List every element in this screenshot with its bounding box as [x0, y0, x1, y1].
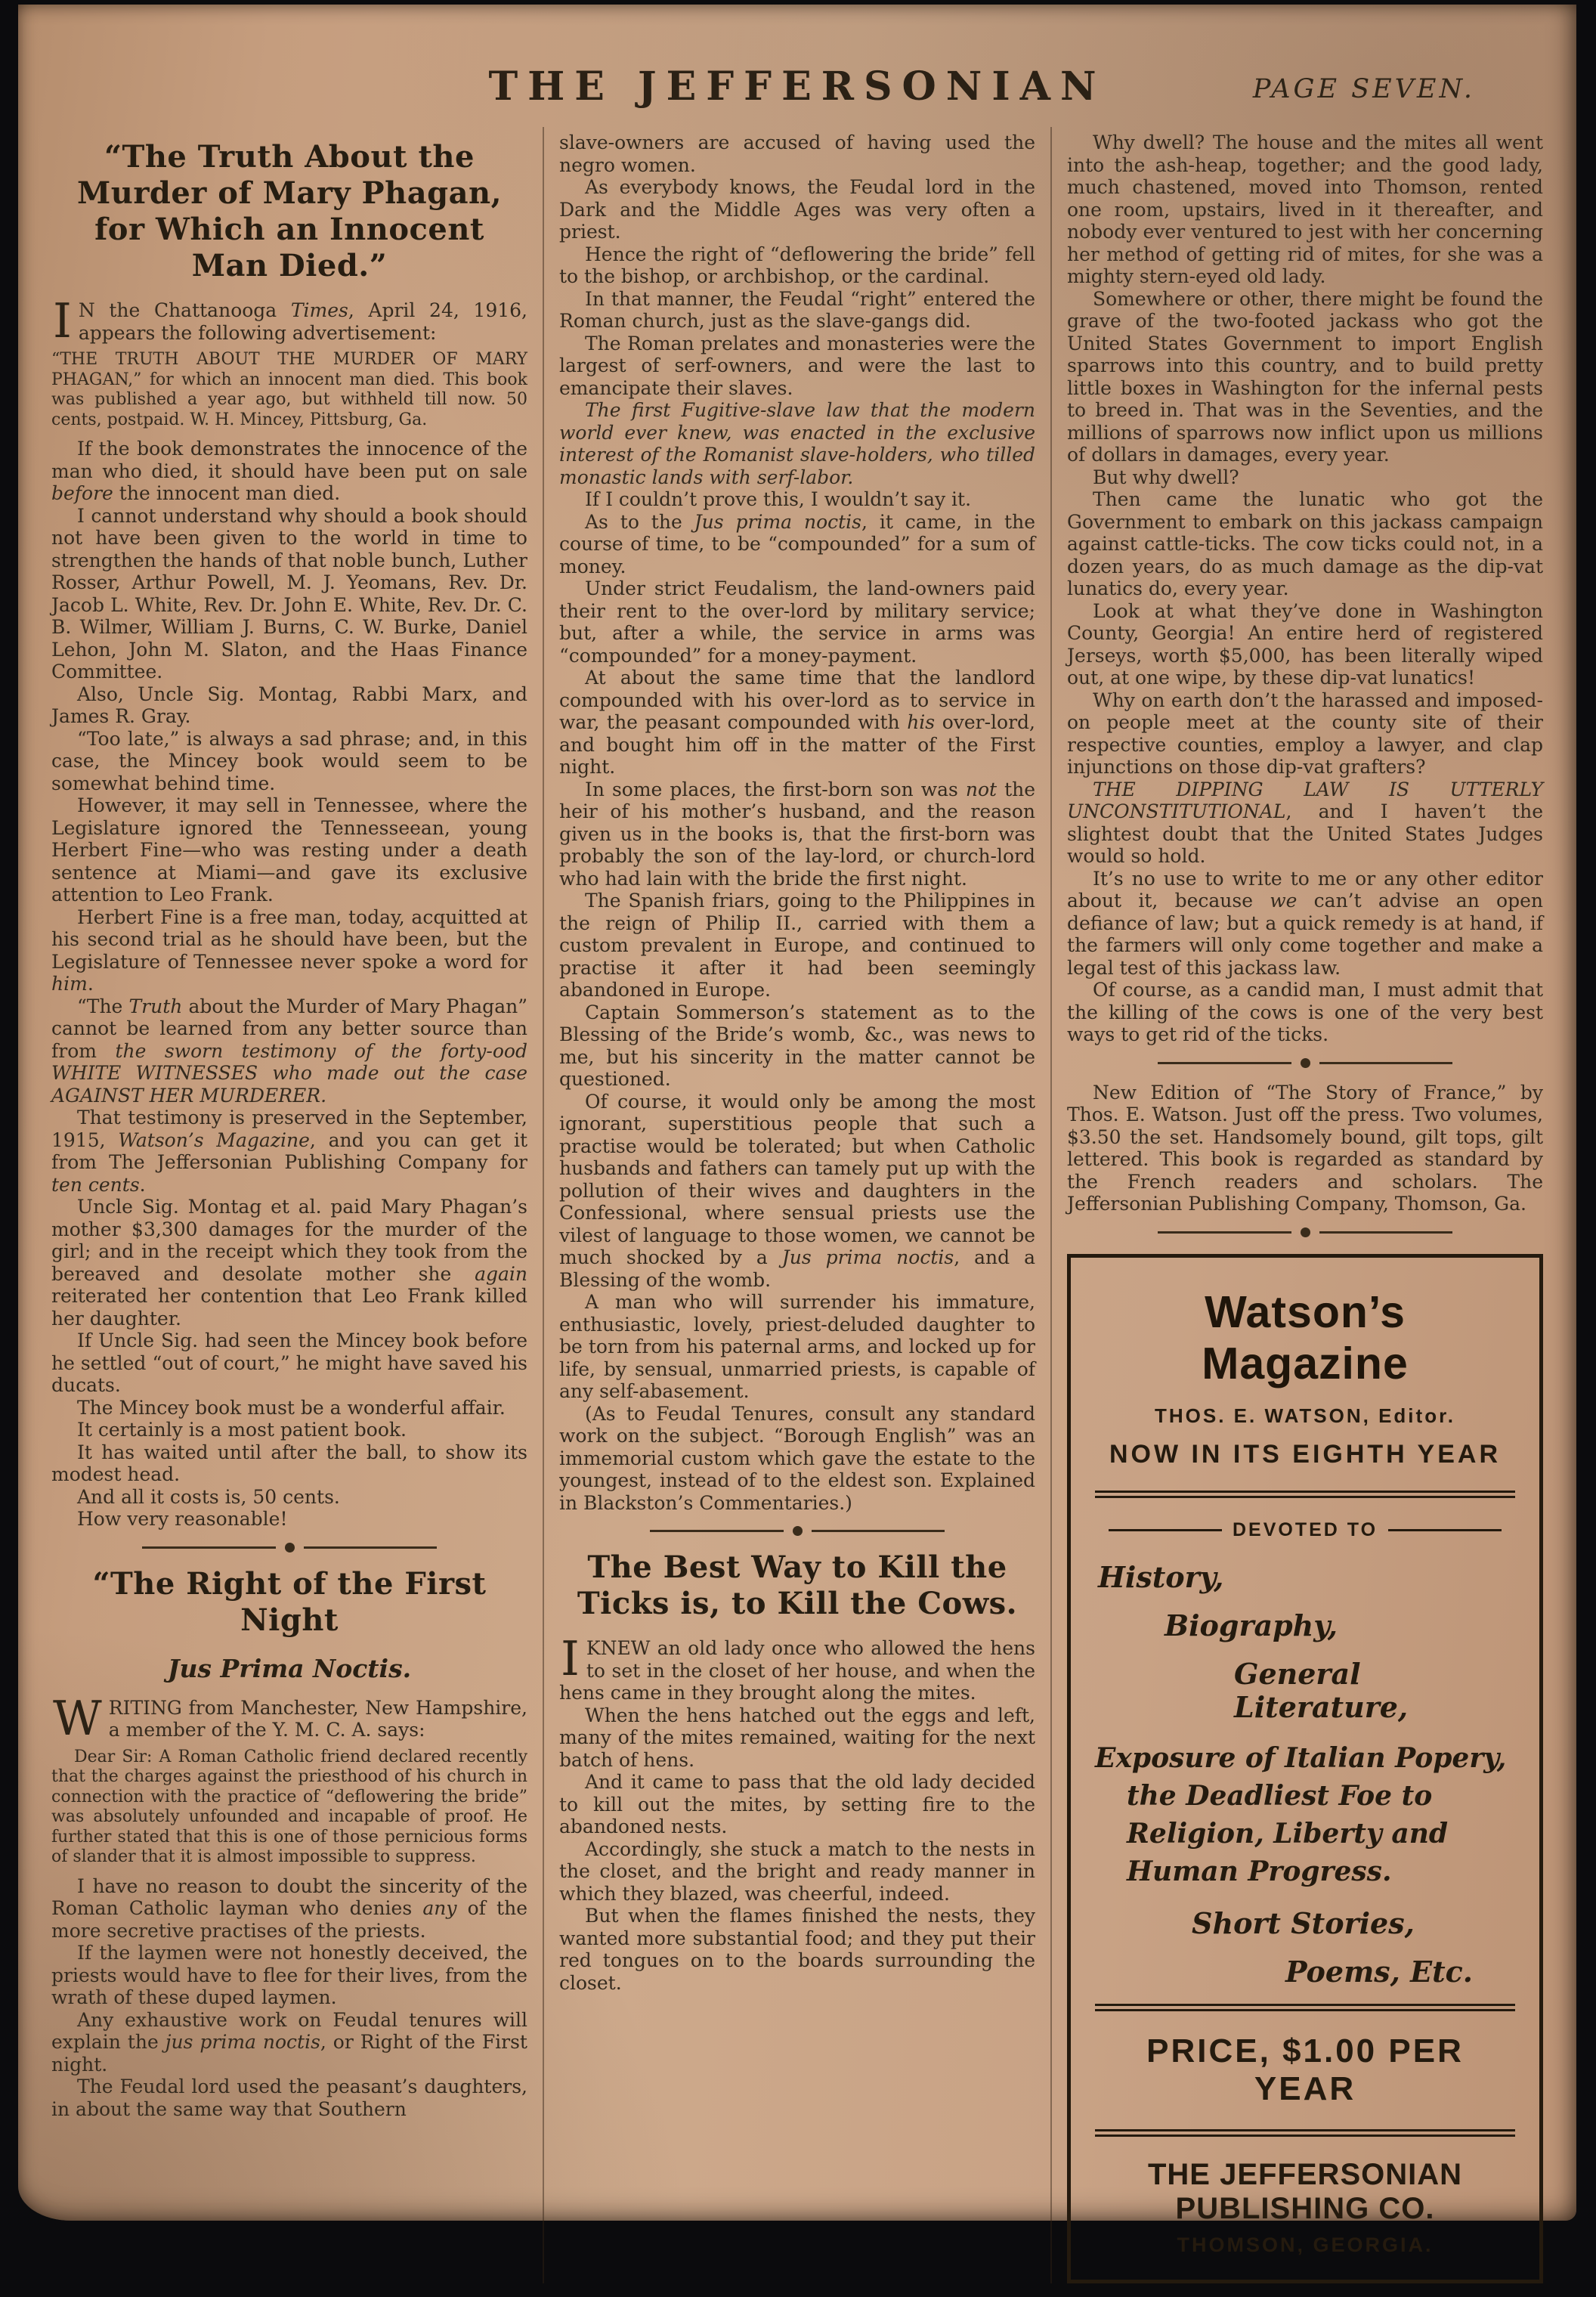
- paragraph: “Too late,” is always a sad phrase; and, in this case, the Mincey book would seem to be somewhat behind time.: [51, 727, 527, 794]
- drop-cap: I: [53, 293, 72, 348]
- double-rule: [1095, 2129, 1515, 2137]
- paragraph: The Roman prelates and monasteries were the largest of serf-owners, and were the last to emancipate their slaves.: [559, 332, 1035, 399]
- rule-line: [304, 1546, 438, 1549]
- column-right: [1050, 127, 1545, 2283]
- paragraph: “THE TRUTH ABOUT THE MURDER OF MARY PHAGAN,” for which an innocent man died. This book was published a year ago, but withheld till now. 50 cents, postpaid. W. H. Mincey, Pittsburg, Ga.: [51, 350, 527, 429]
- ad-devoted-to: [1095, 1519, 1515, 1541]
- section-divider: [142, 1543, 438, 1552]
- paragraph: And it came to pass that the old lady decided to kill out the mites, by setting fire to the abandoned nests.: [559, 1771, 1035, 1837]
- ad-publisher-location: THOMSON, GEORGIA.: [1177, 2233, 1434, 2256]
- divider-dot: [1301, 1058, 1310, 1068]
- ad-year-line: NOW IN ITS EIGHTH YEAR: [1109, 1439, 1502, 1469]
- paragraph: Look at what they’ve done in Washington County, Georgia! An entire herd of registered Jerseys, worth $5,000, has been literally wiped out, at one wipe, by these dip-vat lunatics!: [1067, 599, 1543, 689]
- divider-dot: [793, 1526, 803, 1536]
- paragraph: (As to Feudal Tenures, consult any standard work on the subject. “Borough English” was an immemorial custom which gave the estate to the youngest, instead of to the eldest son. Explained in Blackston’s Commentaries.): [559, 1402, 1035, 1514]
- paragraph: It has waited until after the ball, to show its modest head.: [51, 1441, 527, 1485]
- paragraph: Also, Uncle Sig. Montag, Rabbi Marx, and James R. Gray.: [51, 683, 527, 727]
- paragraph: However, it may sell in Tennessee, where the Legislature ignored the Tennesseean, young Herbert Fine—who was resting under a death sentence at Miami—and gave its exclusive attention to Leo Frank.: [51, 794, 527, 905]
- paragraph: When the hens hatched out the eggs and left, many of the mites remained, waiting for the next batch of hens.: [559, 1704, 1035, 1771]
- divider-dot: [285, 1543, 295, 1552]
- masthead: [50, 30, 1545, 127]
- masthead-title: THE JEFFERSONIAN: [488, 63, 1106, 110]
- paragraph: Of course, it would only be among the most ignorant, superstitious people that such a practise would be tolerated; but when Catholic husbands and fathers can tamely put up with the pollution of their wives and daughters in the Confessional, where sensual priests use the vilest of language to those women, we cannot be much shocked by a Jus prima noctis, and a Blessing of the womb.: [559, 1090, 1035, 1291]
- paragraph: The Feudal lord used the peasant’s daughters, in about the same way that Southern: [51, 2076, 527, 2120]
- article-headline: “The Right of the First Night: [92, 1565, 487, 1638]
- paragraph: The Spanish friars, going to the Philippines in the reign of Philip II., carried with them a custom prevalent in Europe, and continued to practise it after it had been seemingly abandoned in Europe.: [559, 890, 1035, 1001]
- rule-line: [1319, 1231, 1453, 1234]
- rule-line: [1109, 1529, 1222, 1531]
- double-rule: [1095, 2004, 1515, 2011]
- ad-topic: Short Stories,: [1192, 1905, 1415, 1940]
- section-divider: [1158, 1227, 1453, 1237]
- paragraph: Why dwell? The house and the mites all went into the ash-heap, together; and the good lady, much chastened, moved into Thomson, rented one room, upstairs, lived in it thereafter, and nobody ever ventured to jest with her concerning her method of getting rid of mites, for she was a mighty stern-eyed old lady.: [1067, 132, 1543, 287]
- paragraph: If Uncle Sig. had seen the Mincey book before he settled “out of court,” he might have saved his ducats.: [51, 1330, 527, 1396]
- paragraph: How very reasonable!: [77, 1508, 288, 1530]
- paragraph: And all it costs is, 50 cents.: [77, 1485, 340, 1508]
- section-divider: [1158, 1058, 1453, 1068]
- paragraph: Dear Sir: A Roman Catholic friend declared recently that the charges against the priesthood of his church in connection with the practice of “deflowering the bride” was absolutely unfounded and incapable of proof. He further stated that this is one of those pernicious forms of slander that it is almost impossible to suppress.: [51, 1747, 527, 1866]
- column-left: [50, 127, 543, 2283]
- article-headline: The Best Way to Kill the Ticks is, to Kill the Cows.: [577, 1549, 1018, 1621]
- ad-title: Watson’s Magazine: [1202, 1286, 1409, 1388]
- paragraph: WRITING from Manchester, New Hampshire, a member of the Y. M. C. A. says:: [53, 1690, 527, 1746]
- paragraph: Then came the lunatic who got the Government to embark on this jackass campaign against cattle-ticks. The cow ticks could not, in a dozen years, do as much damage as the dip-vat lunatics do, every year.: [1067, 488, 1543, 599]
- paragraph: The first Fugitive-slave law that the modern world ever knew, was enacted in the exclusive interest of the Romanist slave-holders, who tilled monastic lands with serf-labor.: [559, 399, 1035, 488]
- paragraph: If I couldn’t prove this, I wouldn’t say it.: [585, 488, 972, 510]
- ad-topic: Biography,: [1165, 1608, 1338, 1642]
- paragraph: It certainly is a most patient book.: [77, 1419, 407, 1441]
- article-subhead: Jus Prima Noctis.: [167, 1653, 412, 1683]
- ad-topic: General Literature,: [1234, 1656, 1409, 1724]
- ad-publisher: THE JEFFERSONIAN PUBLISHING CO.: [1147, 2157, 1463, 2225]
- paragraph: That testimony is preserved in the September, 1915, Watson’s Magazine, and you can get it from The Jeffersonian Publishing Company for ten cents.: [51, 1107, 527, 1196]
- paragraph: Why on earth don’t the harassed and imposed-on people meet at the county site of their respective counties, employ a lawyer, and clap injunctions on those dip-vat grafters?: [1067, 689, 1543, 778]
- paragraph: Captain Sommerson’s statement as to the Blessing of the Bride’s womb, &c., was news to me, but his sincerity in the matter cannot be questioned.: [559, 1001, 1035, 1090]
- ad-topic: Poems, Etc.: [1285, 1954, 1474, 1989]
- paragraph: THE DIPPING LAW IS UTTERLY UNCONSTITUTIONAL, and I haven’t the slightest doubt that the United States Judges would so hold.: [1067, 778, 1543, 867]
- paragraph: Any exhaustive work on Feudal tenures will explain the jus prima noctis, or Right of the First night.: [51, 2008, 527, 2076]
- paragraph: Under strict Feudalism, the land-owners paid their rent to the over-lord by military service; but, after a while, the service in arms was “compounded” for a money-payment.: [559, 577, 1035, 667]
- rule-line: [1158, 1231, 1291, 1234]
- content-columns: [50, 127, 1545, 2283]
- paragraph: Uncle Sig. Montag et al. paid Mary Phagan’s mother $3,300 damages for the murder of the girl; and in the receipt which they took from the bereaved and desolate mother she again reiterated her contention that Leo Frank killed her daughter.: [51, 1196, 527, 1330]
- drop-cap: I: [561, 1631, 580, 1686]
- paragraph: A man who will surrender his immature, enthusiastic, lovely, priest-deluded daughter to be torn from his paternal arms, and locked up for life, by sensual, unmarried priests, is capable of any self-abasement.: [559, 1291, 1035, 1402]
- paragraph: Hence the right of “deflowering the bride” fell to the bishop, or archbishop, or the cardinal.: [559, 243, 1035, 287]
- ad-topic: History,: [1098, 1559, 1224, 1594]
- divider-dot: [1301, 1227, 1310, 1237]
- watsons-magazine-ad: [1067, 1254, 1543, 2283]
- ad-blurb: Exposure of Italian Popery, the Deadliest Foe to Religion, Liberty and Human Progress.: [1095, 1741, 1507, 1887]
- paragraph: I KNEW an old lady once who allowed the hens to set in the closet of her house, and when the hens came in they brought along the mites.: [559, 1631, 1035, 1704]
- page-number-label: PAGE SEVEN.: [1252, 74, 1475, 104]
- paragraph: As everybody knows, the Feudal lord in the Dark and the Middle Ages was very often a priest.: [559, 176, 1035, 243]
- paragraph: Accordingly, she stuck a match to the nests in the closet, and the bright and ready manner in which they blazed, was cheerful, indeed.: [559, 1837, 1035, 1905]
- paragraph: I N the Chattanooga Times, April 24, 1916, appears the following advertisement:: [53, 293, 527, 348]
- paragraph: New Edition of “The Story of France,” by Thos. E. Watson. Just off the press. Two volumes, $3.50 the set. Handsomely bound, gilt tops, gilt lettered. This book is regarded as standard by the French readers and scholars. The Jeffersonian Publishing Company, Thomson, Ga.: [1067, 1081, 1543, 1215]
- ad-devoted-label: DEVOTED TO: [1232, 1518, 1378, 1540]
- paragraph: slave-owners are accused of having used the negro women.: [559, 132, 1035, 176]
- paragraph: It’s no use to write to me or any other editor about it, because we can’t advise an open defiance of law; but a quick remedy is at hand, if the farmers will only come together and make a legal test of this jackass law.: [1067, 867, 1543, 979]
- section-divider: [650, 1526, 945, 1536]
- paragraph: Of course, as a candid man, I must admit that the killing of the cows is one of the very best ways to get rid of the ticks.: [1067, 979, 1543, 1045]
- paragraph: The Mincey book must be a wonderful affair.: [77, 1396, 506, 1419]
- column-middle: [543, 127, 1050, 2283]
- ad-price: PRICE, $1.00 PER YEAR: [1146, 2032, 1464, 2107]
- rule-line: [1388, 1529, 1502, 1531]
- drop-cap: W: [53, 1690, 102, 1746]
- paragraph: In that manner, the Feudal “right” entered the Roman church, just as the slave-gangs did.: [559, 287, 1035, 332]
- double-rule: [1095, 1491, 1515, 1498]
- rule-line: [142, 1546, 276, 1549]
- paragraph: Herbert Fine is a free man, today, acquitted at his second trial as he should have been, but the Legislature of Tennessee never spoke a word for him.: [51, 905, 527, 995]
- rule-line: [650, 1530, 784, 1532]
- paragraph: Somewhere or other, there might be found the grave of the two-footed jackass who got the United States Government to import English sparrows into this country, and to build pretty little boxes in Washington for the infernal pests to breed in. That was in the Seventies, and the millions of sparrows now inflict upon us millions of dollars in damages, every year.: [1067, 287, 1543, 466]
- paragraph: “The Truth about the Murder of Mary Phagan” cannot be learned from any better source than from the sworn testimony of the forty-ood WHITE WITNESSES who made out the case AGAINST HER MURDERER.: [51, 995, 527, 1107]
- article-headline: “The Truth About the Murder of Mary Phagan, for Which an Innocent Man Died.”: [76, 139, 503, 283]
- paragraph: If the laymen were not honestly deceived, the priests would have to flee for their lives, from the wrath of these duped laymen.: [51, 1942, 527, 2008]
- ad-editor-line: THOS. E. WATSON, Editor.: [1155, 1404, 1455, 1427]
- paragraph: I have no reason to doubt the sincerity of the Roman Catholic layman who denies any of the more secretive practises of the priests.: [51, 1874, 527, 1942]
- paragraph: In some places, the first-born son was not the heir of his mother’s husband, and the reason given us in the books is, that the first-born was probably the son of the lay-lord, or church-lord who had lain with the bride the first night.: [559, 778, 1036, 890]
- rule-line: [1158, 1062, 1291, 1064]
- paragraph: But why dwell?: [1093, 466, 1239, 488]
- paragraph: At about the same time that the landlord compounded with his over-lord as to service in war, the peasant compounded with his over-lord, and bought him off in the matter of the First night.: [559, 667, 1036, 778]
- newspaper-page: [18, 5, 1576, 2256]
- rule-line: [1319, 1062, 1453, 1064]
- paragraph: But when the flames finished the nests, they wanted more substantial food; and they put their red tongues on to the boards surrounding the closet.: [559, 1905, 1035, 1994]
- rule-line: [812, 1530, 945, 1532]
- paragraph: I cannot understand why should a book should not have been given to the world in time to strengthen the hands of that noble bunch, Luther Rosser, Arthur Powell, M. J. Yeomans, Rev. Dr. Jacob L. White, Rev. Dr. John E. White, Rev. Dr. C. B. Wilmer, William J. Burns, C. W. Burke, Daniel Lehon, John M. Slaton, and the Haas Finance Committee.: [51, 504, 527, 683]
- paragraph: If the book demonstrates the innocence of the man who died, it should have been put on sale before the innocent man died.: [51, 438, 527, 504]
- paragraph: As to the Jus prima noctis, it came, in the course of time, to be “compounded” for a sum of money.: [559, 510, 1036, 577]
